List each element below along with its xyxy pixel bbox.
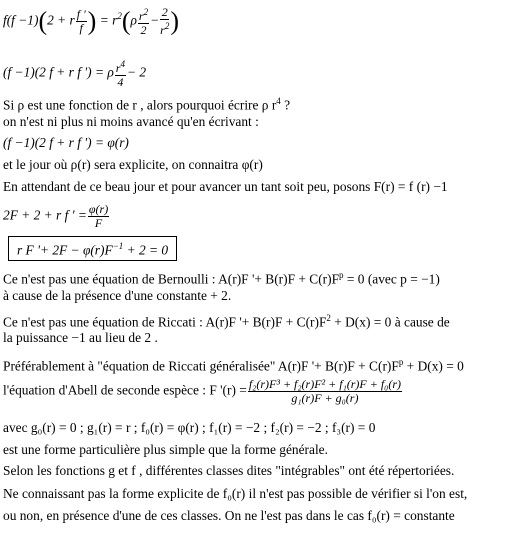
- equation-5-boxed: [8, 236, 177, 261]
- eq4-fraction: $\frac{\varphi(r)}{F}$: [88, 202, 109, 230]
- paragraph-14: Ne connaissant pas la forme explicite de f₀(r) il n'est pas possible de vérifier si l'on est,: [3, 486, 468, 501]
- eq1-fraction-1: $\frac{f '}{f}$: [76, 7, 86, 35]
- paragraph-12: est une forme particulière plus simple que la forme générale.: [3, 442, 328, 457]
- paragraph-3: et le jour où ρ(r) sera explicite, on connaitra φ(r): [3, 157, 263, 172]
- equation-1: f(f −1)(2 + r $\frac{f '}{f}$ ) = $r^2(\rho$ $\frac{r^2}{2}$ − $\frac{2}{r^2}$ ): [3, 5, 179, 37]
- paragraph-1: Si ρ est une fonction de r , alors pourquoi écrire ρ $r^4$ ?: [3, 96, 291, 113]
- paragraph-15: ou non, en présence d'une de ces classes. On ne l'est pas dans le cas f₀(r) = constante: [3, 508, 455, 523]
- eq2-fraction: $\frac{r^4}{4}$: [115, 59, 125, 89]
- eq1-fraction-3: $\frac{2}{r^2}$: [160, 5, 170, 37]
- paragraph-4: En attendant de ce beau jour et pour avancer un tant soit peu, posons F(r) = f (r) −1: [3, 179, 448, 194]
- paragraph-11: avec g₀(r) = 0 ; g₁(r) = r ; f₀(r) = φ(r) ; f₁(r) = −2 ; f₂(r) = −2 ; f₃(r) = 0: [3, 420, 376, 435]
- paragraph-7: Ce n'est pas une équation de Riccati : A(r)F '+ $B(r)F + C(r)F^2 + D(x) = 0$ à cause de: [3, 313, 450, 330]
- equation-4: 2F + 2 + r f ' = $\frac{\varphi(r)}{F}$: [3, 202, 109, 230]
- paragraph-9: Préférablement à "équation de Riccati généralisée" A(r)F '+ $B(r)F + C(r)F^p + D(x) = 0$: [3, 357, 464, 374]
- paragraph-6: à cause de la présence d'une constante + 2.: [3, 288, 232, 303]
- eq1-mid: 2 + r: [47, 12, 75, 28]
- paragraph-2: on n'est ni plus ni moins avancé qu'en écrivant :: [3, 114, 259, 129]
- equation-3: (f −1)(2 f + r f ') = φ(r): [3, 135, 129, 150]
- paragraph-13: Selon les fonctions g et f , différentes classes dites "intégrables" ont été répertoriées.: [3, 463, 455, 478]
- eq1-lead: f(f −1): [3, 12, 39, 28]
- eq1-rhs: = r: [99, 12, 118, 28]
- equation-2: (f −1)(2 f + r f ') = ρ $\frac{r^4}{4}$ − 2: [3, 59, 147, 89]
- abel-fraction: $\frac{\text{f₂(r)F³ + f₂(r)F² + f₁(r)F + f₀(r)}}{\text{g₁(r)F + g₀(r)}}$: [248, 377, 401, 405]
- boxed-equation: r F '+ $2F - \varphi(r)F^{-1} + 2 = 0$: [8, 236, 177, 261]
- paragraph-10-abel: l'équation d'Abell de seconde espèce : F '(r) = $\frac{\text{f₂(r)F³ + f₂(r)F² + f₁(r)F + f₀(r)}}{\text{g₁(r)F + g₀(r)}}$: [3, 377, 401, 405]
- paragraph-5: Ce n'est pas une équation de Bernoulli : A(r)F '+ $B(r)F + C(r)F^p = 0$ (avec p = −1): [3, 270, 440, 287]
- paragraph-8: la puissance −1 au lieu de 2 .: [3, 330, 158, 345]
- eq1-fraction-2: $\frac{r^2}{2}$: [138, 7, 149, 37]
